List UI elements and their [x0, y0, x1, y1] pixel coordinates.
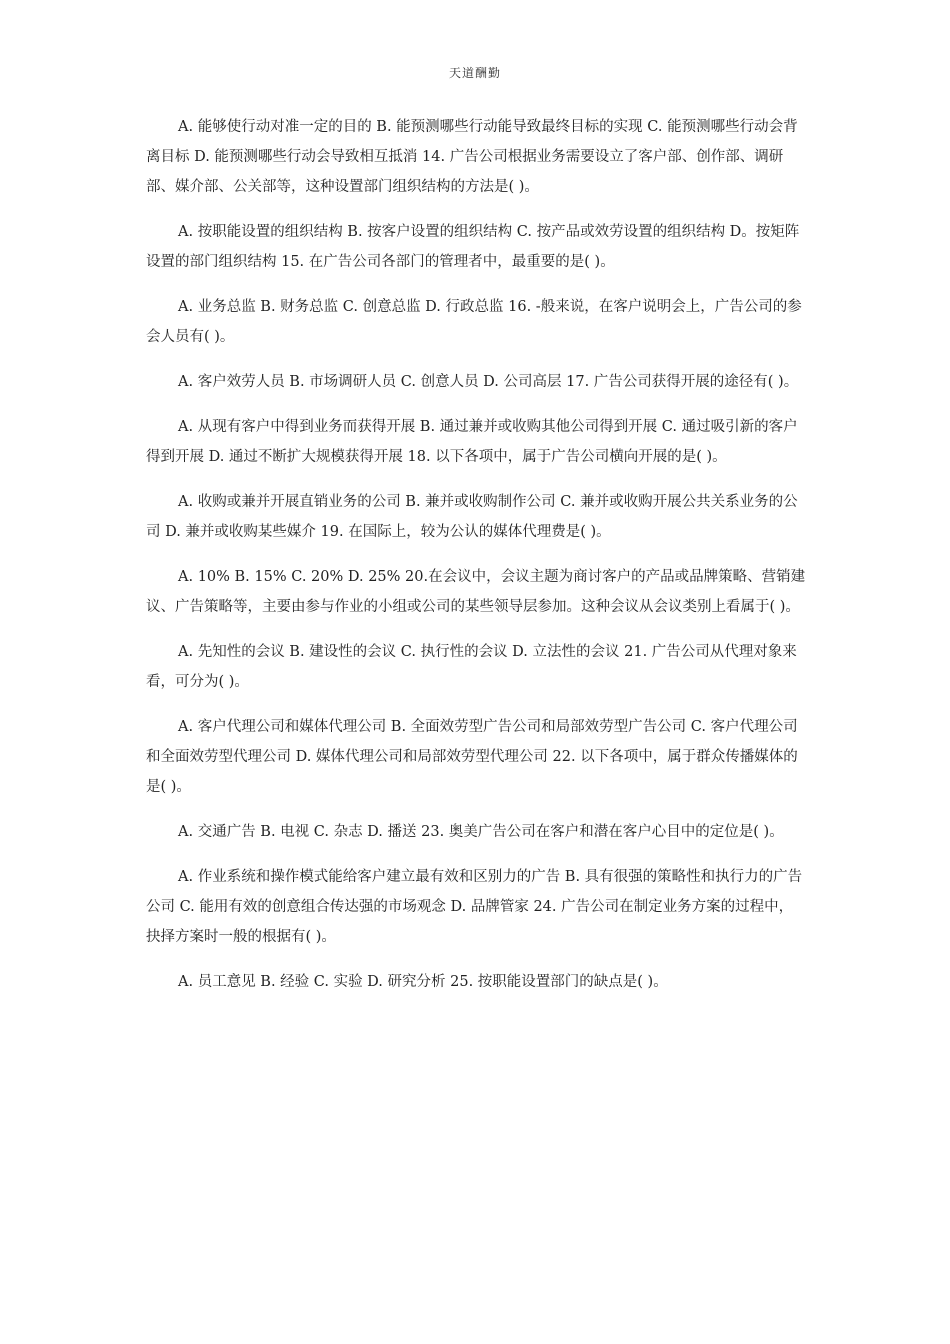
question-paragraph-1: A. 能够使行动对准一定的目的 B. 能预测哪些行动能导致最终目标的实现 C. 能预测哪些行动会背离目标 D. 能预测哪些行动会导致相互抵消 14. 广告公司根据业务需要设立了客户部、创作部、调研部、媒介部、公关部等，这种设置部门组织结构的方法是( )。: [146, 119, 798, 195]
question-paragraph-11: A. 作业系统和操作模式能给客户建立最有效和区别力的广告 B. 具有很强的策略性和执行力的广告公司 C. 能用有效的创意组合传达强的市场观念 D. 品牌管家 24. 广告公司在制定业务方案的过程中，抉择方案时一般的根据有( )。: [146, 869, 803, 945]
question-paragraph-10: A. 交通广告 B. 电视 C. 杂志 D. 播送 23. 奥美广告公司在客户和潜在客户心目中的定位是( )。: [178, 824, 784, 840]
question-paragraph-12: A. 员工意见 B. 经验 C. 实验 D. 研究分析 25. 按职能设置部门的缺点是( )。: [178, 974, 668, 990]
question-paragraph-7: A. 10% B. 15% C. 20% D. 25% 20.在会议中，会议主题为商讨客户的产品或品牌策略、营销建议、广告策略等，主要由参与作业的小组或公司的某些领导层参加。这种会议从会议类别上看属于( )。: [146, 569, 806, 615]
question-paragraph-2: A. 按职能设置的组织结构 B. 按客户设置的组织结构 C. 按产品或效劳设置的组织结构 D。按矩阵设置的部门组织结构 15. 在广告公司各部门的管理者中，最重要的是( )。: [146, 224, 800, 270]
question-paragraph-4: A. 客户效劳人员 B. 市场调研人员 C. 创意人员 D. 公司高层 17. 广告公司获得开展的途径有( )。: [178, 374, 799, 390]
question-paragraph-5: A. 从现有客户中得到业务而获得开展 B. 通过兼并或收购其他公司得到开展 C. 通过吸引新的客户得到开展 D. 通过不断扩大规模获得开展 18. 以下各项中，属于广告公司横向开展的是( )。: [146, 419, 798, 465]
question-paragraph-8: A. 先知性的会议 B. 建设性的会议 C. 执行性的会议 D. 立法性的会议 21. 广告公司从代理对象来看，可分为( )。: [146, 644, 797, 690]
question-paragraph-9: A. 客户代理公司和媒体代理公司 B. 全面效劳型广告公司和局部效劳型广告公司 C. 客户代理公司和全面效劳型代理公司 D. 媒体代理公司和局部效劳型代理公司 22. 以下各项中，属于群众传播媒体的是( )。: [146, 719, 798, 795]
question-paragraph-6: A. 收购或兼并开展直销业务的公司 B. 兼并或收购制作公司 C. 兼并或收购开展公共关系业务的公司 D. 兼并或收购某些媒介 19. 在国际上，较为公认的媒体代理费是( )。: [146, 494, 798, 540]
document-body: [146, 112, 806, 1012]
question-paragraph-3: A. 业务总监 B. 财务总监 C. 创意总监 D. 行政总监 16. -般来说，在客户说明会上，广告公司的参会人员有( )。: [146, 299, 802, 345]
page-header-title: 天道酬勤: [448, 66, 501, 80]
